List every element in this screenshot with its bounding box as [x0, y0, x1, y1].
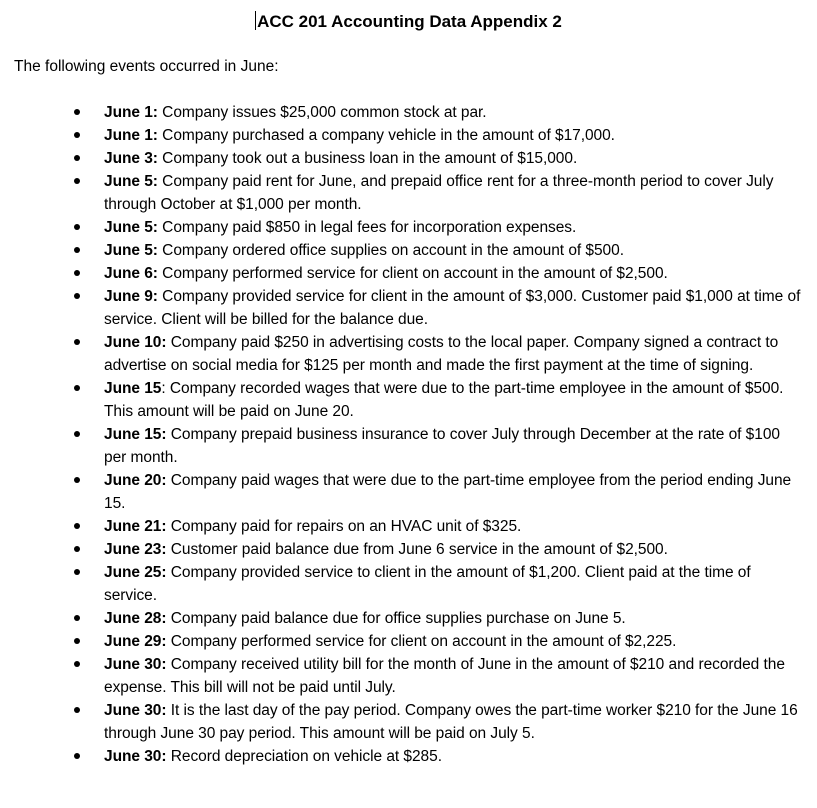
list-item: [0, 469, 817, 515]
bullet-icon: [74, 523, 80, 529]
list-item: [0, 699, 817, 745]
event-text: Company received utility bill for the month of June in the amount of $210 and recorded the expense. This bill will not be paid until July.: [104, 656, 785, 696]
event-date: June 9:: [104, 288, 158, 305]
event-date: June 1:: [104, 127, 158, 144]
event-text: Company ordered office supplies on account in the amount of $500.: [157, 242, 624, 259]
text-cursor: [255, 11, 256, 30]
list-item: [0, 377, 817, 423]
event-text: Company prepaid business insurance to cover July through December at the rate of $100 per month.: [104, 426, 780, 466]
event-date: June 25:: [104, 564, 167, 581]
event-date: June 5:: [104, 219, 158, 236]
event-text: Customer paid balance due from June 6 service in the amount of $2,500.: [166, 541, 668, 558]
list-item: [0, 147, 817, 170]
list-item: [0, 262, 817, 285]
event-date: June 30:: [104, 748, 167, 765]
event-text: Company paid rent for June, and prepaid office rent for a three-month period to cover July through October at $1,000 per month.: [104, 173, 774, 213]
event-text: Company paid $850 in legal fees for incorporation expenses.: [157, 219, 577, 236]
event-date: June 21:: [104, 518, 167, 535]
event-date: June 5:: [104, 242, 158, 259]
list-item: [0, 216, 817, 239]
list-item: [0, 607, 817, 630]
bullet-icon: [74, 638, 80, 644]
event-text: Company provided service to client in the amount of $1,200. Client paid at the time of service.: [104, 564, 751, 604]
bullet-icon: [74, 109, 80, 115]
bullet-icon: [74, 615, 80, 621]
list-item: [0, 101, 817, 124]
bullet-icon: [74, 132, 80, 138]
list-item: [0, 745, 817, 768]
event-date: June 5:: [104, 173, 158, 190]
intro-paragraph: The following events occurred in June:: [14, 58, 279, 75]
event-text: Company issues $25,000 common stock at par.: [157, 104, 487, 121]
event-text: : Company recorded wages that were due to the part-time employee in the amount of $500. This amount will be paid on June 20.: [104, 380, 784, 420]
list-item: [0, 170, 817, 216]
bullet-icon: [74, 293, 80, 299]
list-item: [0, 653, 817, 699]
list-item: [0, 630, 817, 653]
event-date: June 15: [104, 380, 162, 397]
event-text: Company paid balance due for office supplies purchase on June 5.: [166, 610, 626, 627]
bullet-icon: [74, 339, 80, 345]
event-text: Company performed service for client on account in the amount of $2,500.: [157, 265, 668, 282]
list-item: [0, 515, 817, 538]
bullet-icon: [74, 546, 80, 552]
event-date: June 23:: [104, 541, 167, 558]
event-date: June 20:: [104, 472, 167, 489]
list-item: [0, 538, 817, 561]
bullet-icon: [74, 431, 80, 437]
bullet-icon: [74, 707, 80, 713]
event-date: June 28:: [104, 610, 167, 627]
list-item: [0, 331, 817, 377]
document-title-text: ACC 201 Accounting Data Appendix 2: [257, 12, 562, 31]
list-item: [0, 423, 817, 469]
event-text: Company paid for repairs on an HVAC unit of $325.: [166, 518, 522, 535]
event-date: June 30:: [104, 702, 167, 719]
list-item: [0, 124, 817, 147]
event-text: Company took out a business loan in the amount of $15,000.: [157, 150, 578, 167]
event-date: June 15:: [104, 426, 167, 443]
bullet-icon: [74, 178, 80, 184]
event-text: Company paid wages that were due to the part-time employee from the period ending June 15.: [104, 472, 792, 512]
bullet-icon: [74, 569, 80, 575]
event-date: June 1:: [104, 104, 158, 121]
event-text: It is the last day of the pay period. Company owes the part-time worker $210 for the June 16 through June 30 pay period. This amount will be paid on July 5.: [104, 702, 798, 742]
event-date: June 29:: [104, 633, 167, 650]
bullet-icon: [74, 753, 80, 759]
bullet-icon: [74, 661, 80, 667]
events-list: [0, 101, 817, 768]
list-item: [0, 285, 817, 331]
event-text: Record depreciation on vehicle at $285.: [166, 748, 442, 765]
event-date: June 30:: [104, 656, 167, 673]
bullet-icon: [74, 155, 80, 161]
bullet-icon: [74, 247, 80, 253]
event-text: Company provided service for client in the amount of $3,000. Customer paid $1,000 at time of service. Client will be billed for the balance due.: [104, 288, 801, 328]
list-item: [0, 561, 817, 607]
event-date: June 10:: [104, 334, 167, 351]
bullet-icon: [74, 477, 80, 483]
bullet-icon: [74, 385, 80, 391]
event-text: Company performed service for client on account in the amount of $2,225.: [166, 633, 677, 650]
event-date: June 6:: [104, 265, 158, 282]
event-date: June 3:: [104, 150, 158, 167]
bullet-icon: [74, 270, 80, 276]
event-text: Company paid $250 in advertising costs to the local paper. Company signed a contract to advertise on social media for $125 per month and made the first payment at the time of signing.: [104, 334, 779, 374]
list-item: [0, 239, 817, 262]
event-text: Company purchased a company vehicle in the amount of $17,000.: [157, 127, 615, 144]
document-title: [0, 10, 817, 34]
bullet-icon: [74, 224, 80, 230]
